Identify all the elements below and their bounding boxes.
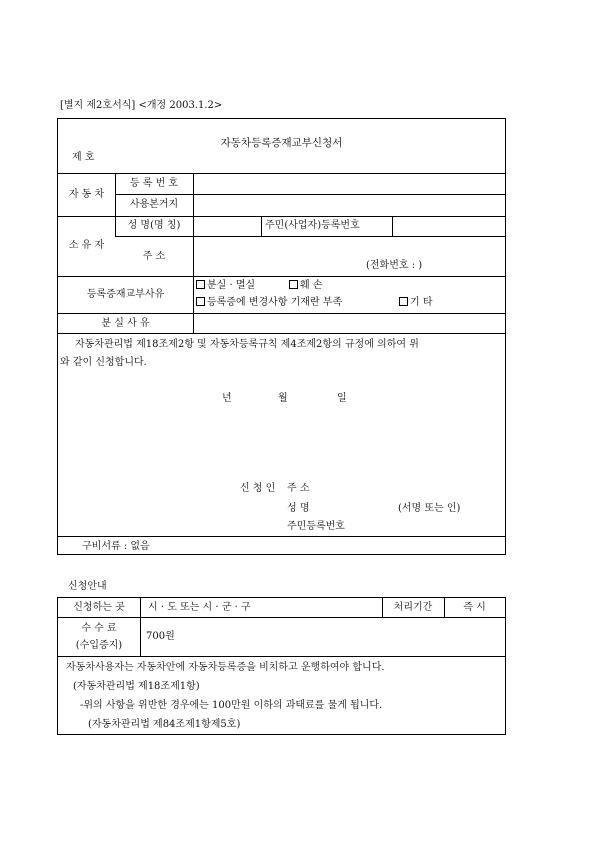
where-value: 시 · 도 또는 시 · 군 · 구 xyxy=(148,602,251,613)
loss-reason-field[interactable] xyxy=(194,314,505,333)
checkbox-icon xyxy=(196,297,205,306)
fee-value: 700원 xyxy=(146,631,175,642)
where-label: 신청하는 곳 xyxy=(73,602,125,613)
required-documents: 구비서류 : 없음 xyxy=(82,541,150,552)
owner-address-field[interactable] xyxy=(194,237,505,275)
processing-period-value: 즉 시 xyxy=(463,602,486,613)
date-month-label: 월 xyxy=(278,393,288,404)
guide-note-4: (자동차관리법 제84조제1항제5호) xyxy=(88,719,241,730)
checkbox-icon xyxy=(196,280,205,289)
reason-option-damaged[interactable]: 훼 손 xyxy=(289,280,323,292)
signature-label: (서명 또는 인) xyxy=(398,503,461,514)
guide-note-1: 자동차사용자는 자동차안에 자동차등록증을 비치하고 운행하여야 합니다. xyxy=(66,662,385,673)
phone-number-label: (전화번호 : ) xyxy=(366,260,423,271)
reason-option-other[interactable]: 기 타 xyxy=(399,297,433,309)
applicant-label: 신 청 인 xyxy=(240,483,276,494)
owner-name-label: 성 명(명 칭) xyxy=(127,220,181,231)
owner-id-field[interactable] xyxy=(393,217,505,236)
owner-address-label: 주 소 xyxy=(142,251,166,262)
reason-option-lost[interactable]: 분실 · 멸실 xyxy=(196,280,255,292)
applicant-name-label: 성 명 xyxy=(287,503,310,514)
form-number-header: [별지 제2호서식] <개정 2003.1.2> xyxy=(60,100,223,111)
date-year-label: 년 xyxy=(222,393,232,404)
applicant-id-label: 주민등록번호 xyxy=(287,521,345,532)
checkbox-icon xyxy=(399,297,408,306)
reissue-reason-label: 등록증재교부사유 xyxy=(86,289,165,300)
statement-line-1: 자동차관리법 제18조제2항 및 자동차등록규칙 제4조제2항의 규정에 의하여 위 xyxy=(75,339,419,350)
application-guide xyxy=(57,597,506,735)
date-day-label: 일 xyxy=(337,393,347,404)
guide-title: 신청안내 xyxy=(68,581,107,592)
owner-id-label: 주민(사업자)등록번호 xyxy=(265,220,360,231)
registration-number-label: 등 록 번 호 xyxy=(129,178,179,189)
application-form xyxy=(57,118,506,555)
loss-reason-label: 분 실 사 유 xyxy=(101,318,150,329)
applicant-address-label: 주 소 xyxy=(287,483,310,494)
document-number-label: 제 호 xyxy=(72,152,95,163)
statement-line-2: 와 같이 신청합니다. xyxy=(60,357,147,368)
processing-period-label: 처리기간 xyxy=(393,602,433,613)
reason-option-no-space[interactable]: 등록증에 변경사항 기재란 부족 xyxy=(196,297,342,309)
owner-name-field[interactable] xyxy=(194,217,261,236)
guide-note-3: -위의 사항을 위반한 경우에는 100만원 이하의 과태료를 물게 됩니다. xyxy=(80,700,383,711)
owner-group-label: 소 유 자 xyxy=(68,240,105,251)
guide-note-2: (자동차관리법 제18조제1항) xyxy=(73,681,200,692)
form-title: 자동차등록증재교부신청서 xyxy=(220,137,343,149)
registration-number-field[interactable] xyxy=(194,174,505,194)
base-location-field[interactable] xyxy=(194,195,505,215)
base-location-label: 사용본거지 xyxy=(129,199,179,210)
checkbox-icon xyxy=(289,280,298,289)
fee-stamp-label: (수입증지) xyxy=(75,640,123,651)
vehicle-group-label: 자 동 차 xyxy=(68,189,105,200)
fee-label: 수 수 료 xyxy=(81,623,117,634)
